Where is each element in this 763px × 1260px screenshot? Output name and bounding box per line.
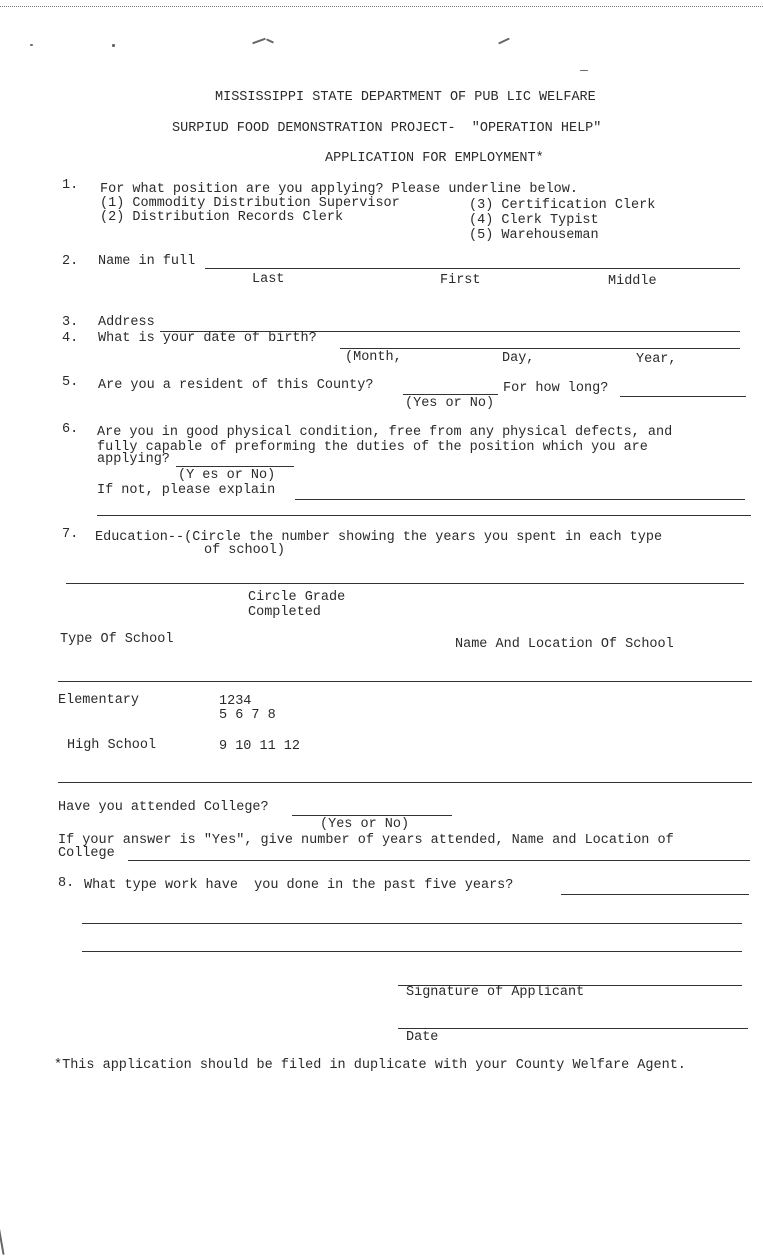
q1-option-5: (5) Warehouseman [469,228,599,243]
q8-label: What type work have you done in the past five years? [84,878,514,893]
college-yesno-caption: (Yes or No) [320,817,410,832]
date-label: Date [406,1030,439,1045]
explain-field[interactable] [295,499,745,500]
q6-number: 6. [62,422,79,437]
scan-mark [112,44,115,47]
q2-number: 2. [62,254,79,269]
q5-yesno-caption: (Yes or No) [405,396,495,411]
header-title: APPLICATION FOR EMPLOYMENT* [325,151,544,166]
q5-number: 5. [62,375,79,390]
scan-mark [498,38,510,45]
college-field[interactable] [292,815,452,816]
signature-label: Signature of Applicant [406,985,585,1000]
q4-number: 4. [62,331,79,346]
q1-option-1: (1) Commodity Distribution Supervisor [100,196,400,211]
header-department: MISSISSIPPI STATE DEPARTMENT OF PUB LIC WELFARE [215,90,596,105]
q7-line-1: Education--(Circle the number showing the years you spent in each type [95,530,663,545]
circle-grade-header: Circle Grade [248,590,346,605]
work-history-field[interactable] [561,894,749,895]
q8-number: 8. [58,876,75,891]
q1-option-4: (4) Clerk Typist [469,213,599,228]
elementary-grades-1[interactable]: 1234 [219,694,252,709]
name-field[interactable] [205,268,740,269]
resident-field[interactable] [403,394,498,395]
page-top-edge [0,0,763,7]
explain-field-continued[interactable] [97,515,751,516]
college-details-line-2: College [58,846,115,861]
q2-last-caption: Last [252,272,285,287]
birthdate-field[interactable] [340,348,740,349]
q2-middle-caption: Middle [608,274,657,289]
college-details-field[interactable] [128,860,750,861]
q1-number: 1. [62,178,79,193]
howlong-field[interactable] [620,396,746,397]
completed-header: Completed [248,605,321,620]
q6-explain-label: If not, please explain [97,483,276,498]
q3-label: Address [98,315,155,330]
q4-label: What is your date of birth? [98,331,317,346]
high-school-label: High School [67,738,157,753]
q6-line-1: Are you in good physical condition, free from any physical defects, and [97,425,673,440]
q1-option-2: (2) Distribution Records Clerk [100,210,344,225]
elementary-grades-2[interactable]: 5 6 7 8 [219,708,276,723]
scan-mark [30,44,33,46]
scan-mark [0,1225,5,1255]
elementary-label: Elementary [58,693,140,708]
q4-day-caption: Day, [502,351,535,366]
education-header-rule [58,681,752,682]
q4-month-caption: (Month, [345,350,402,365]
date-field[interactable] [398,1028,748,1029]
q1-question: For what position are you applying? Please underline below. [100,182,578,197]
q1-option-3: (3) Certification Clerk [469,198,656,213]
work-history-field-3[interactable] [82,951,742,952]
footnote: *This application should be filed in duplicate with your County Welfare Agent. [54,1058,686,1073]
type-of-school-header: Type Of School [60,632,174,647]
header-project: SURPIUD FOOD DEMONSTRATION PROJECT- "OPERATION HELP" [172,121,602,136]
high-school-grades[interactable]: 9 10 11 12 [219,739,301,754]
q6-yesno-caption: (Y es or No) [178,468,276,483]
q7-line-2: of school) [204,543,286,558]
scan-mark [580,70,588,71]
education-table-top-rule [66,583,744,584]
q6-line-3: applying? [97,452,170,467]
q5-label: Are you a resident of this County? [98,378,374,393]
q6-line-2: fully capable of preforming the duties of the position which you are [97,440,648,455]
scan-mark [252,38,266,45]
education-bottom-rule [58,782,752,783]
q3-number: 3. [62,315,79,330]
work-history-field-2[interactable] [82,923,742,924]
q7-number: 7. [62,527,79,542]
name-location-header: Name And Location Of School [455,637,674,652]
physical-condition-field[interactable] [176,466,294,467]
q2-label: Name in full [98,254,196,269]
q4-year-caption: Year, [636,352,677,367]
q2-first-caption: First [440,273,481,288]
college-details-line-1: If your answer is "Yes", give number of years attended, Name and Location of [58,833,674,848]
college-question: Have you attended College? [58,800,269,815]
scan-mark [266,38,274,43]
q5-howlong-label: For how long? [503,381,609,396]
